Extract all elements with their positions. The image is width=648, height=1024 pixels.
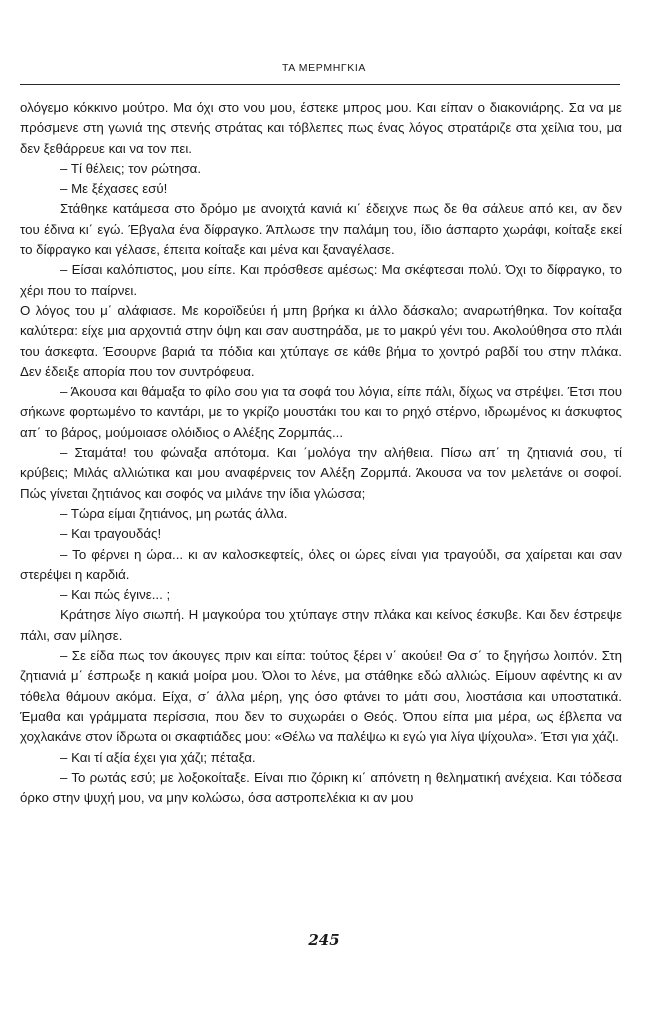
paragraph: – Και τί αξία έχει για χάζι; πέταξα. xyxy=(60,749,256,765)
paragraph: – Είσαι καλόπιστος, μου είπε. Και πρόσθεσε αμέσως: Μα σκέφτεσαι πολύ. Όχι το δίφραγκο, το χέρι που το παίρνει. xyxy=(20,262,622,298)
page-number: 245 xyxy=(308,931,340,949)
paragraph: – Με ξέχασες εσύ! xyxy=(60,181,168,197)
paragraph: Ο λόγος του μ΄ αλάφιασε. Με κοροϊδεύει ή μπη βρήκα κι άλλο δάσκαλο; αναρωτήθηκα. Τον κοίταξα καλύτερα: είχε μια αρχοντιά στην όψη και σαν αυστηράδα, με το μακρύ γένι του. Ακολούθησα στο πλάι του άσκεφτα. Έσουρνε βαριά τα πόδια και χτύπαγε σε κάθε βήμα το χοντρό ραβδί του στην πλάκα. Δεν έδειξε απορία που τον συντρόφευα. xyxy=(20,302,622,379)
paragraph: – Τί θέλεις; τον ρώτησα. xyxy=(60,160,202,176)
header-rule xyxy=(20,84,620,85)
paragraph: – Σε είδα πως τον άκουγες πριν και είπα: τούτος ξέρει ν΄ ακούει! Θα σ΄ το ξηγήσω λοιπόν. Στη ζητιανιά μ΄ έσπρωξε η κακιά μοίρα μου. Όλοι το λένε, μα στάθηκε εδώ αλλιώς. Είμουν αφέντης κι αν τόθελα θάμουν ακόμα. Είχα, σ΄ άλλα μέρη, γης όσο φτάνει το μάτι σου, λιοστάσια και υποστατικά. Έμαθα και γράμματα περίσσια, που δεν το συχωράει ο Θεός. Όπου είπα μια μέρα, ως έβλεπα να χοχλακάνε στον ίδρωτα οι σκαφτιάδες μου: «Θέλω να παλέψω κι εγώ για λίγα ψίχουλα». Έτσι για χάζι. xyxy=(20,648,622,745)
paragraph: – Τώρα είμαι ζητιάνος, μη ρωτάς άλλα. xyxy=(60,505,288,521)
paragraph: – Και τραγουδάς! xyxy=(60,526,162,542)
paragraph: – Το φέρνει η ώρα... κι αν καλοσκεφτείς, όλες οι ώρες είναι για τραγούδι, σα χαίρεται και σαν στερέψει η καρδιά. xyxy=(20,546,622,582)
running-header: ΤΑ ΜΕΡΜΗΓΚΙΑ xyxy=(282,62,366,74)
paragraph: ολόγεμο κόκκινο μούτρο. Μα όχι στο νου μου, έστεκε μπρος μου. Και είπαν ο διακονιάρης. Σα να με πρόσμενε στη γωνιά της στενής στράτας και τόβλεπες πως ένας λόγος στρατάριζε στα χείλια του, μα δεν ξεθάρρευε και να τον πει. xyxy=(20,100,622,156)
paragraph: – Σταμάτα! του φώναξα απότομα. Και ΄μολόγα την αλήθεια. Πίσω απ΄ τη ζητιανιά σου, τί κρύβεις; Μιλάς αλλιώτικα και μου αναφέρνεις τον Αλέξη Ζορμπά. Άκουσα να τον μελετάνε οι σοφοί. Πώς γίνεται ζητιάνος και σοφός να μιλάνε την ίδια γλώσσα; xyxy=(20,445,622,501)
paragraph: Κράτησε λίγο σιωπή. Η μαγκούρα του χτύπαγε στην πλάκα και κείνος έσκυβε. Και δεν έστρεψε πάλι, σαν μίλησε. xyxy=(20,607,622,643)
paragraph: – Το ρωτάς εσύ; με λοξοκοίταξε. Είναι πιο ζόρικη κι΄ απόνετη η θεληματική ανέχεια. Και τόδεσα όρκο στην ψυχή μου, να μην κολώσω, όσα αστροπελέκια κι αν μου xyxy=(20,769,622,806)
paragraph: – Και πώς έγινε... ; xyxy=(60,587,171,603)
body-text xyxy=(20,98,622,808)
paragraph: Στάθηκε κατάμεσα στο δρόμο με ανοιχτά κανιά κι΄ έδειχνε πως δε θα σάλευε από κει, αν δεν του έδινα κι΄ εγώ. Έβγαλα ένα δίφραγκο. Άπλωσε την παλάμη του, ίδιο άσπαρτο χωράφι, κοίταξε εκεί το δίφραγκο και γέλασε, έπειτα κοίταξε και μένα και ξαναγέλασε. xyxy=(20,201,622,258)
paragraph: – Άκουσα και θάμαξα το φίλο σου για τα σοφά του λόγια, είπε πάλι, δίχως να στρέψει. Έτσι που σήκωνε φορτωμένο το καντάρι, με το γκρίζο μουστάκι του και το ρηχό στέρνο, ιδρωμένος κι άσκυφτος απ΄ το βάρος, μούμοιασε ολόιδιος ο Αλέξης Ζορμπάς... xyxy=(20,384,622,440)
